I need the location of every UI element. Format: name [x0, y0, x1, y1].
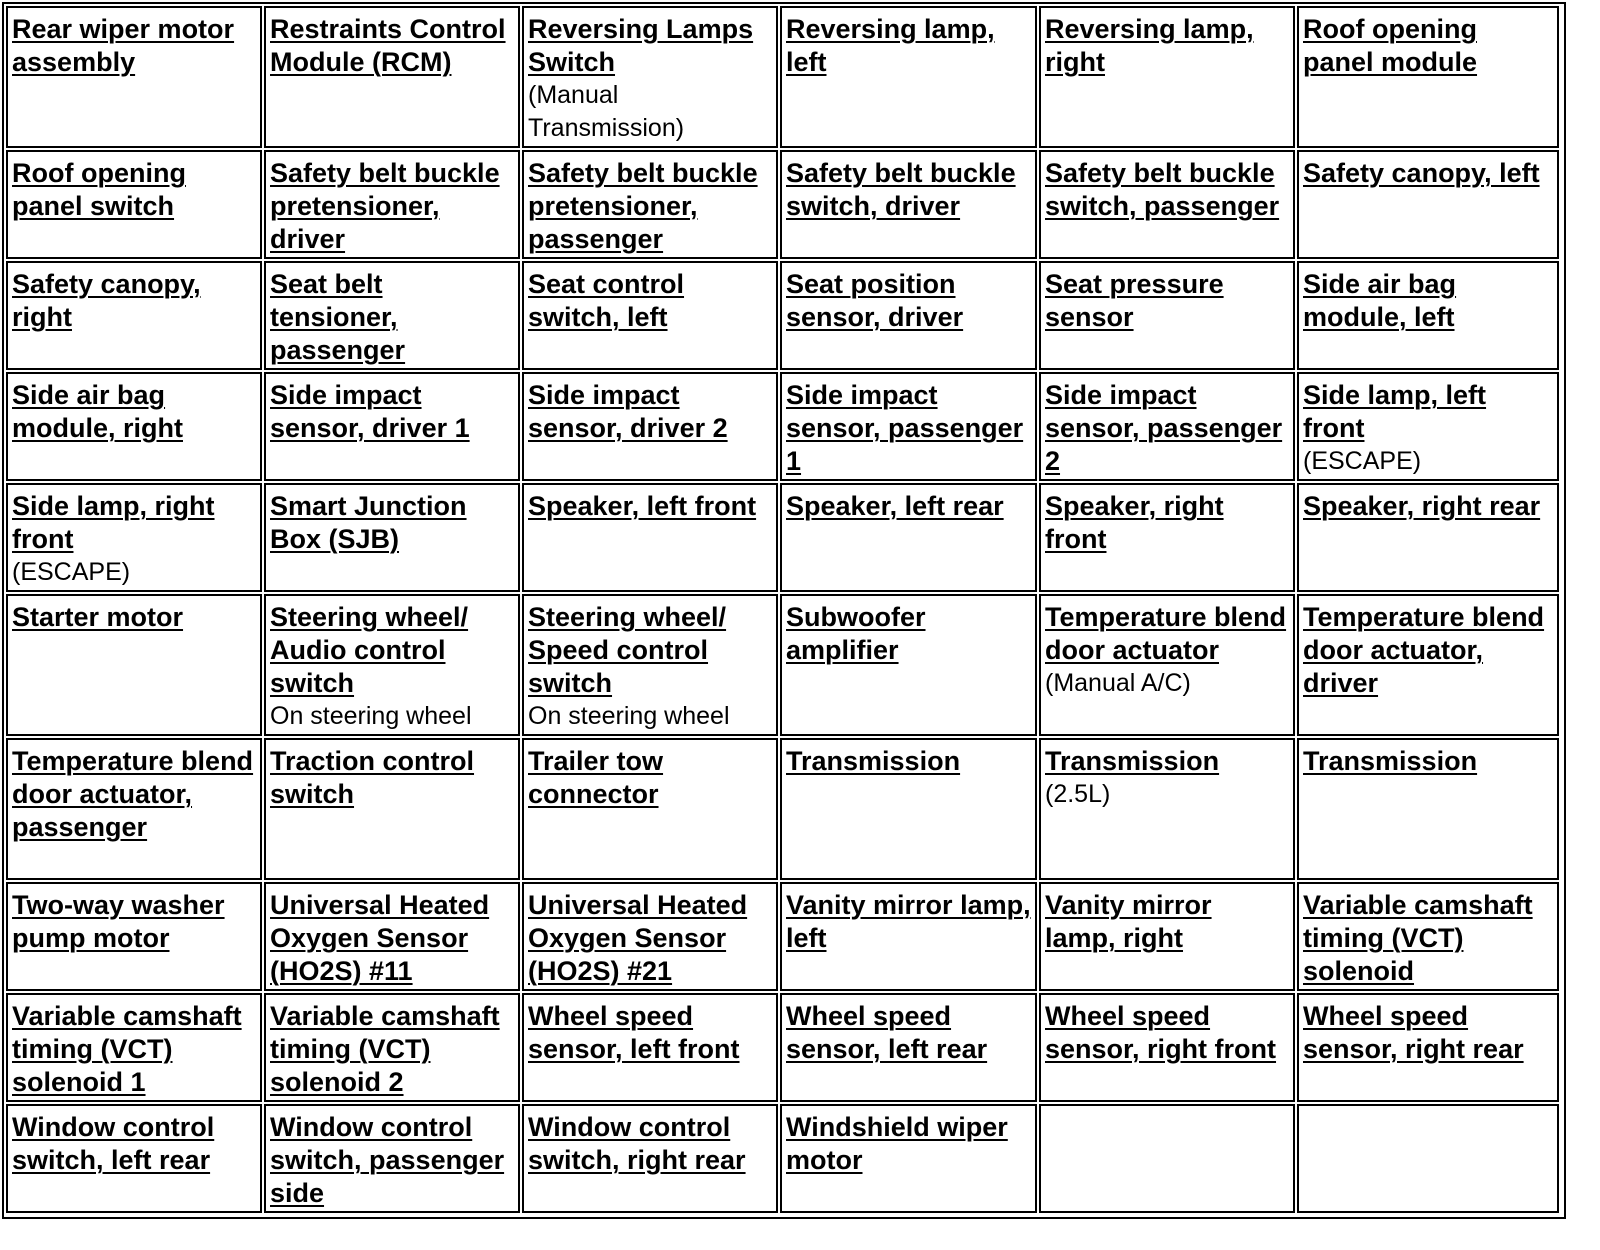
table-cell [780, 993, 1037, 1102]
component-link-table [2, 2, 1566, 1219]
table-cell [522, 738, 778, 880]
table-cell [6, 738, 262, 880]
component-link[interactable]: Roof opening panel module [1303, 14, 1478, 77]
table-cell [780, 150, 1037, 259]
component-link[interactable]: Transmission [786, 746, 961, 776]
component-link[interactable]: Speaker, right front [1045, 491, 1224, 554]
component-link[interactable]: Speaker, left rear [786, 491, 1004, 521]
component-link[interactable]: Roof opening panel switch [12, 158, 186, 221]
table-cell [1039, 6, 1295, 148]
component-link[interactable]: Seat position sensor, driver [786, 269, 964, 332]
component-link[interactable]: Speaker, right rear [1303, 491, 1541, 521]
component-link[interactable]: Transmission [1303, 746, 1478, 776]
table-cell [264, 6, 520, 148]
empty-table-cell [1297, 1104, 1559, 1213]
table-cell [780, 6, 1037, 148]
component-link[interactable]: Trailer tow connector [528, 746, 664, 809]
component-link[interactable]: Variable camshaft timing (VCT) solenoid 2 [270, 1001, 500, 1097]
component-link[interactable]: Vanity mirror lamp, left [786, 890, 1031, 953]
component-link[interactable]: Transmission [1045, 746, 1220, 776]
component-note: (Manual A/C) [1045, 669, 1191, 697]
table-cell [264, 882, 520, 991]
component-link[interactable]: Universal Heated Oxygen Sensor (HO2S) #21 [528, 890, 748, 986]
table-cell [1039, 882, 1295, 991]
component-link[interactable]: Restraints Control Module (RCM) [270, 14, 506, 77]
component-link[interactable]: Safety belt buckle switch, driver [786, 158, 1016, 221]
component-note: (Manual Transmission) [528, 81, 685, 142]
table-cell [1297, 483, 1559, 592]
table-cell [1297, 738, 1559, 880]
empty-table-cell [1039, 1104, 1295, 1213]
component-link[interactable]: Smart Junction Box (SJB) [270, 491, 467, 554]
table-cell [522, 594, 778, 736]
component-link[interactable]: Safety belt buckle pretensioner, driver [270, 158, 500, 254]
component-link[interactable]: Universal Heated Oxygen Sensor (HO2S) #11 [270, 890, 490, 986]
component-link[interactable]: Side air bag module, right [12, 380, 183, 443]
table-cell [6, 594, 262, 736]
table-cell [522, 993, 778, 1102]
table-cell [6, 882, 262, 991]
component-link[interactable]: Side lamp, right front [12, 491, 215, 554]
table-cell [1297, 150, 1559, 259]
table-cell [780, 738, 1037, 880]
component-link[interactable]: Steering wheel/ Speed control switch [528, 602, 727, 698]
component-link[interactable]: Windshield wiper motor [786, 1112, 1008, 1175]
table-cell [522, 483, 778, 592]
component-link[interactable]: Temperature blend door actuator [1045, 602, 1287, 665]
table-cell [1039, 261, 1295, 370]
table-cell [780, 594, 1037, 736]
component-link[interactable]: Variable camshaft timing (VCT) solenoid [1303, 890, 1533, 986]
table-cell [522, 1104, 778, 1213]
table-cell [522, 261, 778, 370]
component-link[interactable]: Window control switch, passenger side [270, 1112, 505, 1208]
table-cell [264, 738, 520, 880]
table-cell [264, 993, 520, 1102]
table-cell [780, 882, 1037, 991]
table-cell [1297, 261, 1559, 370]
component-link[interactable]: Vanity mirror lamp, right [1045, 890, 1212, 953]
table-cell [6, 1104, 262, 1213]
component-link[interactable]: Wheel speed sensor, left rear [786, 1001, 988, 1064]
component-link[interactable]: Side air bag module, left [1303, 269, 1457, 332]
component-link[interactable]: Safety belt buckle switch, passenger [1045, 158, 1280, 221]
table-cell [264, 1104, 520, 1213]
table-cell [522, 150, 778, 259]
component-note: On steering wheel [528, 702, 730, 730]
table-cell [264, 483, 520, 592]
component-link[interactable]: Window control switch, left rear [12, 1112, 215, 1175]
component-link[interactable]: Reversing lamp, left [786, 14, 995, 77]
component-link[interactable]: Wheel speed sensor, right front [1045, 1001, 1277, 1064]
component-link[interactable]: Side impact sensor, passenger 1 [786, 380, 1024, 476]
component-link[interactable]: Safety belt buckle pretensioner, passenger [528, 158, 758, 254]
component-note: (2.5L) [1045, 780, 1111, 808]
component-link[interactable]: Wheel speed sensor, left front [528, 1001, 740, 1064]
table-cell [6, 483, 262, 592]
component-link[interactable]: Starter motor [12, 602, 184, 632]
table-cell [1039, 594, 1295, 736]
component-link[interactable]: Wheel speed sensor, right rear [1303, 1001, 1524, 1064]
component-link[interactable]: Window control switch, right rear [528, 1112, 746, 1175]
component-link[interactable]: Subwoofer amplifier [786, 602, 926, 665]
table-cell [1297, 993, 1559, 1102]
component-link[interactable]: Rear wiper motor assembly [12, 14, 235, 77]
table-cell [522, 882, 778, 991]
component-link[interactable]: Safety canopy, left [1303, 158, 1540, 188]
table-cell [6, 372, 262, 481]
table-cell [780, 483, 1037, 592]
component-link[interactable]: Safety canopy, right [12, 269, 201, 332]
table-cell [1039, 483, 1295, 592]
table-cell [1039, 372, 1295, 481]
table-cell [1039, 150, 1295, 259]
table-cell [1297, 372, 1559, 481]
table-cell [522, 6, 778, 148]
component-note: (ESCAPE) [1303, 447, 1422, 475]
table-cell [1297, 6, 1559, 148]
table-cell [6, 993, 262, 1102]
component-link[interactable]: Two-way washer pump motor [12, 890, 225, 953]
table-cell [1297, 882, 1559, 991]
table-cell [264, 372, 520, 481]
table-cell [264, 594, 520, 736]
component-link[interactable]: Temperature blend door actuator, driver [1303, 602, 1545, 698]
component-link[interactable]: Side impact sensor, driver 1 [270, 380, 470, 443]
table-cell [780, 372, 1037, 481]
component-note: On steering wheel [270, 702, 472, 730]
table-cell [1039, 738, 1295, 880]
component-note: (ESCAPE) [12, 558, 131, 586]
table-cell [6, 261, 262, 370]
table-cell [522, 372, 778, 481]
component-link[interactable]: Steering wheel/ Audio control switch [270, 602, 469, 698]
component-link[interactable]: Reversing Lamps Switch [528, 14, 754, 77]
table-cell [6, 150, 262, 259]
component-link[interactable]: Reversing lamp, right [1045, 14, 1254, 77]
component-link[interactable]: Temperature blend door actuator, passenger [12, 746, 254, 842]
component-link[interactable]: Seat control switch, left [528, 269, 685, 332]
component-link[interactable]: Side impact sensor, driver 2 [528, 380, 728, 443]
component-link[interactable]: Side lamp, left front [1303, 380, 1487, 443]
component-link[interactable]: Variable camshaft timing (VCT) solenoid 1 [12, 1001, 242, 1097]
table-cell [6, 6, 262, 148]
component-link[interactable]: Seat pressure sensor [1045, 269, 1224, 332]
component-link[interactable]: Speaker, left front [528, 491, 757, 521]
table-cell [264, 261, 520, 370]
table-cell [1297, 594, 1559, 736]
table-cell [780, 261, 1037, 370]
component-link[interactable]: Seat belt tensioner, passenger [270, 269, 406, 365]
table-cell [264, 150, 520, 259]
component-link[interactable]: Side impact sensor, passenger 2 [1045, 380, 1283, 476]
table-cell [780, 1104, 1037, 1213]
component-link[interactable]: Traction control switch [270, 746, 475, 809]
table-cell [1039, 993, 1295, 1102]
